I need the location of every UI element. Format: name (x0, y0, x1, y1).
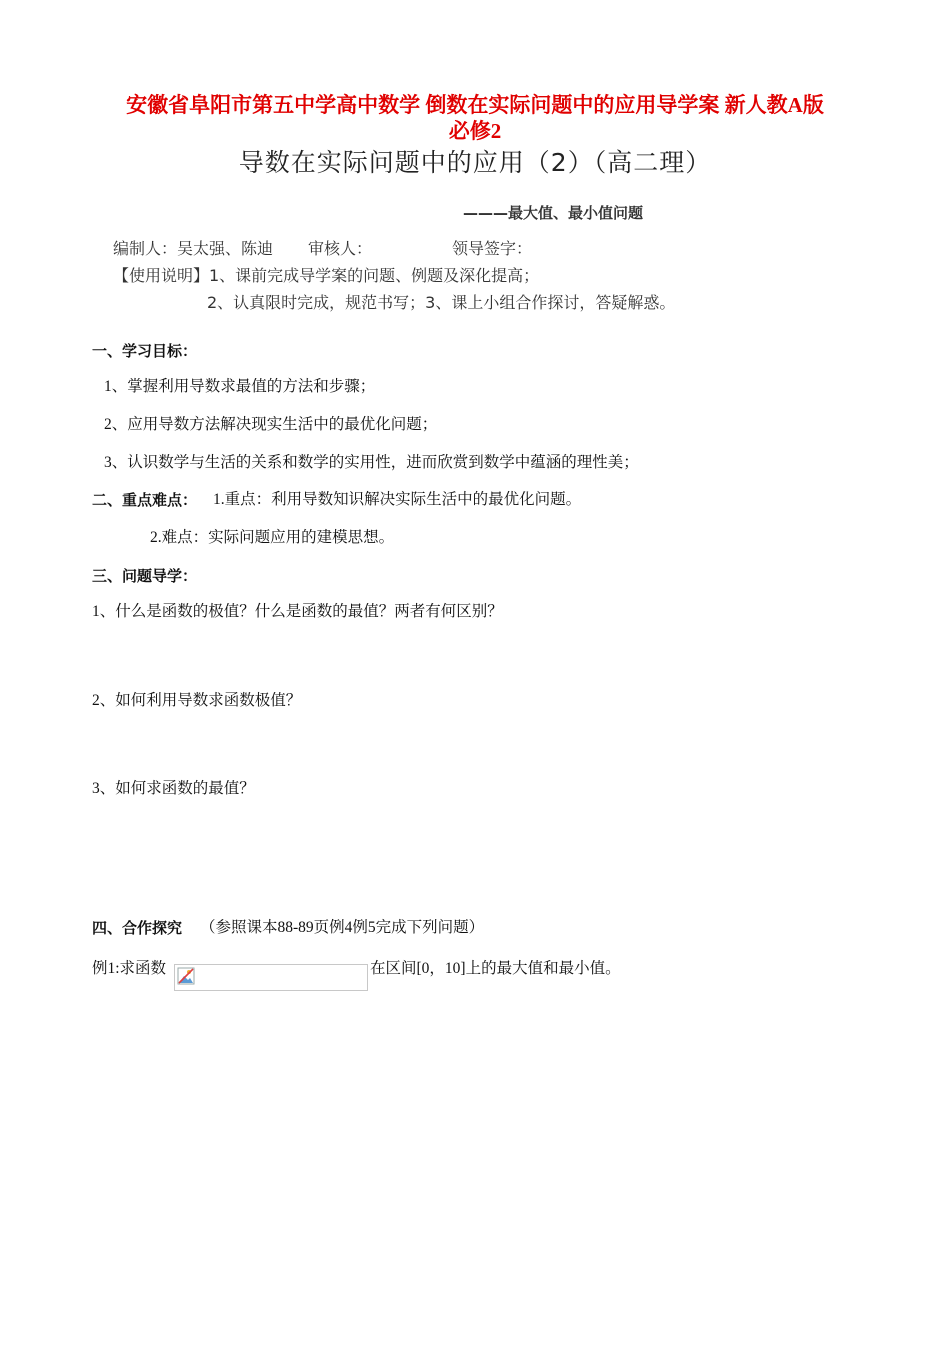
objective-item: 3、认识数学与生活的关系和数学的实用性，进而欣赏到数学中蕴涵的理性美； (104, 454, 639, 471)
section-cooperative-inquiry: 四、合作探究 (92, 921, 183, 937)
example-1-suffix: 在区间[0，10]上的最大值和最小值。 (370, 960, 621, 977)
objective-item: 1、掌握利用导数求最值的方法和步骤； (104, 378, 376, 395)
usage-instructions-line-1: 【使用说明】1、课前完成导学案的问题、例题及深化提高； (113, 266, 540, 285)
question-item: 1、什么是函数的极值？什么是函数的最值？两者有何区别？ (92, 603, 503, 620)
formula-image-placeholder (174, 964, 368, 991)
question-item: 3、如何求函数的最值？ (92, 780, 255, 797)
key-point: 1.重点：利用导数知识解决实际生活中的最优化问题。 (213, 491, 582, 508)
difficult-point: 2.难点：实际问题应用的建模思想。 (150, 529, 395, 546)
objective-item: 2、应用导数方法解决现实生活中的最优化问题； (104, 416, 438, 433)
broken-image-icon (177, 967, 195, 985)
section-note: （参照课本88-89页例4例5完成下列问题） (200, 919, 485, 936)
section-guided-questions: 三、问题导学： (92, 569, 198, 585)
red-title-line-1: 安徽省阜阳市第五中学高中数学 倒数在实际问题中的应用导学案 新人教A版 (126, 93, 824, 117)
subtitle: ———最大值、最小值问题 (463, 204, 644, 222)
reviewer-label: 审核人： (308, 239, 373, 258)
section-key-points: 二、重点难点： (92, 493, 198, 509)
section-learning-objectives: 一、学习目标： (92, 344, 198, 360)
red-title-line-2: 必修2 (448, 119, 502, 143)
main-title: 导数在实际问题中的应用（2）（高二理） (238, 148, 712, 177)
usage-instructions-line-2: 2、认真限时完成，规范书写；3、课上小组合作探讨，答疑解惑。 (207, 293, 676, 312)
question-item: 2、如何利用导数求函数极值？ (92, 692, 302, 709)
leader-signature-label: 领导签字： (452, 239, 533, 258)
author-label: 编制人：吴太强、陈迪 (113, 239, 274, 258)
example-1-prefix: 例1:求函数 (92, 960, 167, 977)
